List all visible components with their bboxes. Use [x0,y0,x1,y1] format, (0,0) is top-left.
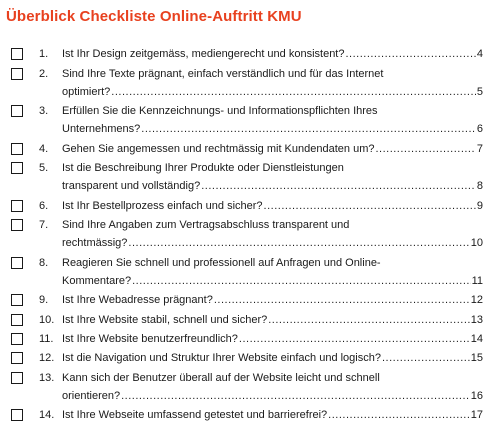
checklist-checkbox[interactable] [11,294,23,306]
item-number: 11. [39,333,54,345]
checklist-checkbox[interactable] [11,48,23,60]
item-text: rechtmässig? [62,237,128,249]
dot-leader [382,351,470,365]
dot-leader [345,47,475,61]
checklist-checkbox[interactable] [11,372,23,384]
checklist-checkbox[interactable] [11,200,23,212]
item-text: Ist Ihre Website benutzerfreundlich? [62,333,238,345]
page-number: 9 [476,200,483,212]
page-number: 6 [476,123,483,135]
item-text: orientieren? [62,390,121,402]
page-number: 10 [470,237,483,249]
checklist-checkbox[interactable] [11,352,23,364]
item-text: Erfüllen Sie die Kennzeichnungs- und Informationspflichten Ihres [62,105,378,117]
page-number: 16 [470,390,483,402]
item-text: Unternehmens? [62,123,141,135]
item-number: 5. [39,162,49,174]
page-number: 15 [470,352,483,364]
item-text: Ist Ihre Webseite umfassend getestet und barrierefrei? [62,409,328,421]
dot-leader [121,389,470,403]
page-number: 8 [476,180,483,192]
item-number: 9. [39,294,49,306]
item-text: Ist die Beschreibung Ihrer Produkte oder Dienstleistungen [62,162,344,174]
item-number: 1. [39,48,49,60]
item-number: 12. [39,352,55,364]
page-number: 12 [470,294,483,306]
item-number: 8. [39,257,49,269]
checklist-checkbox[interactable] [11,257,23,269]
item-number: 6. [39,200,49,212]
checklist-checkbox[interactable] [11,333,23,345]
dot-leader [132,274,470,288]
page-number: 13 [470,314,483,326]
checklist-checkbox[interactable] [11,314,23,326]
item-text: Sind Ihre Angaben zum Vertragsabschluss transparent und [62,219,350,231]
item-text: Kann sich der Benutzer überall auf der Website leicht und schnell [62,372,380,384]
dot-leader [328,408,470,422]
checklist-checkbox[interactable] [11,409,23,421]
page-number: 4 [476,48,483,60]
dot-leader [375,142,475,156]
item-text: Ist Ihr Design zeitgemäss, mediengerecht und konsistent? [62,48,345,60]
page-number: 5 [476,86,483,98]
page-number: 11 [471,275,483,287]
checklist-checkbox[interactable] [11,219,23,231]
item-number: 2. [39,68,49,80]
page-number: 17 [470,409,483,421]
dot-leader [141,122,476,136]
page-number: 7 [476,143,483,155]
dot-leader [264,199,476,213]
item-number: 13. [39,372,55,384]
dot-leader [128,236,469,250]
item-text: transparent und vollständig? [62,180,201,192]
item-number: 4. [39,143,49,155]
item-text: optimiert? [62,86,111,98]
checklist-checkbox[interactable] [11,162,23,174]
item-text: Reagieren Sie schnell und professionell auf Anfragen und Online- [62,257,381,269]
item-text: Kommentare? [62,275,132,287]
item-text: Ist die Navigation und Struktur Ihrer Website einfach und logisch? [62,352,381,364]
item-number: 10. [39,314,55,326]
dot-leader [214,293,470,307]
item-number: 14. [39,409,55,421]
dot-leader [239,332,470,346]
page-number: 14 [470,333,483,345]
checklist-checkbox[interactable] [11,143,23,155]
item-text: Gehen Sie angemessen und rechtmässig mit Kundendaten um? [62,143,375,155]
checklist-checkbox[interactable] [11,68,23,80]
item-text: Sind Ihre Texte prägnant, einfach verständlich und für das Internet [62,68,384,80]
item-number: 3. [39,105,49,117]
checklist-checkbox[interactable] [11,105,23,117]
item-number: 7. [39,219,49,231]
item-text: Ist Ihre Webadresse prägnant? [62,294,213,306]
dot-leader [201,179,476,193]
item-text: Ist Ihre Website stabil, schnell und sicher? [62,314,268,326]
item-text: Ist Ihr Bestellprozess einfach und sicher? [62,200,263,212]
dot-leader [268,313,470,327]
dot-leader [111,85,476,99]
page-title: Überblick Checkliste Online-Auftritt KMU [6,8,302,25]
